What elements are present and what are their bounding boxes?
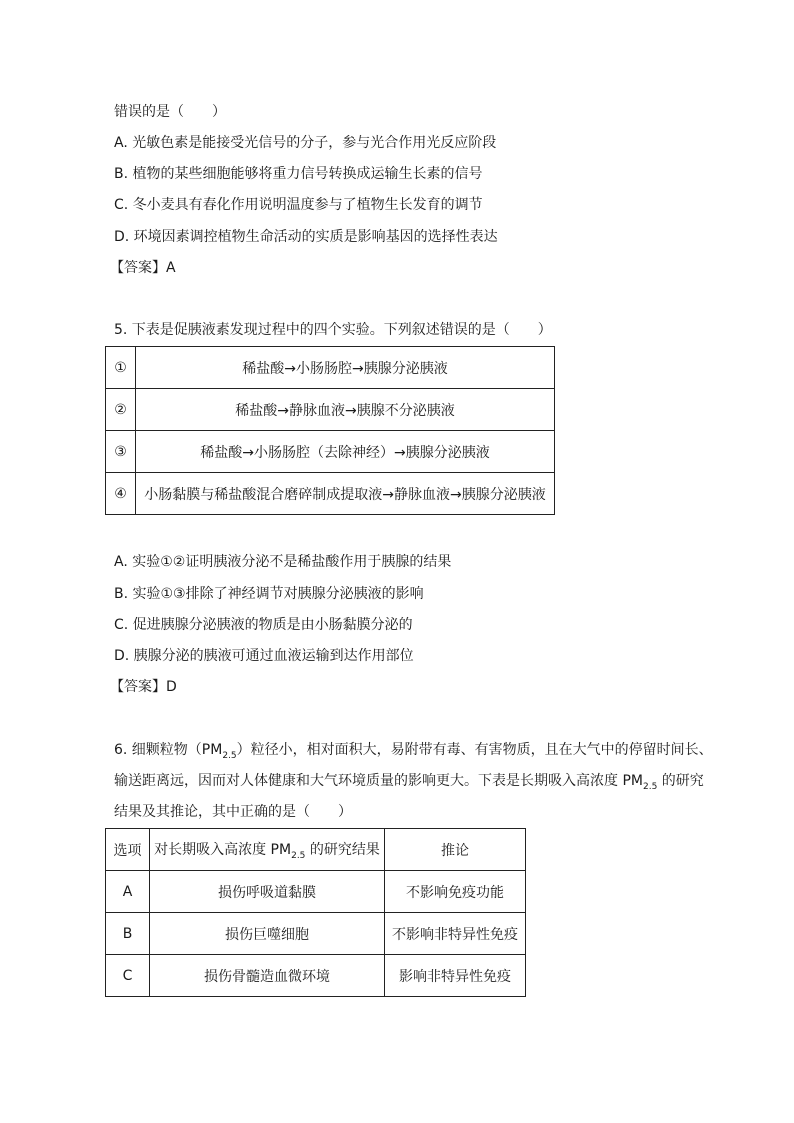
text-span: ）粒径小，相对面积大，易附带有毒、有害物质，且在大气中的停留时间长、 [236,742,713,758]
q5-experiment-table [105,346,555,515]
text-span: 输送距离远，因而对人体健康和大气环境质量的影响更大。下表是长期吸入高浓度 PM [114,773,643,789]
table-row [106,913,526,955]
q4-stem-tail: 错误的是（ ） [114,104,226,120]
q5-answer [110,677,177,697]
q6-stem-line-1 [114,740,713,766]
text-span: 的研究结果 [305,841,380,858]
row-inference: 不影响免疫功能 [385,871,526,913]
q4-option-c: C. 冬小麦具有春化作用说明温度参与了植物生长发育的调节 [114,197,483,213]
row-option: A [106,871,150,913]
experiment-description: 稀盐酸→小肠肠腔（去除神经）→胰腺分泌胰液 [136,431,555,473]
subscript: 2.5 [291,850,306,861]
text-span: 6. 细颗粒物（PM [114,742,223,758]
answer-value: D [166,679,177,695]
experiment-number: ② [106,389,136,431]
q6-stem-line-2 [114,771,704,797]
experiment-description: 小肠黏膜与稀盐酸混合磨碎制成提取液→静脉血液→胰腺分泌胰液 [136,473,555,515]
table-row [106,389,555,431]
table-row [106,431,555,473]
text-span: 的研究 [657,773,704,789]
q5-option-a: A. 实验①②证明胰液分泌不是稀盐酸作用于胰腺的结果 [114,554,452,570]
row-result: 损伤巨噬细胞 [150,913,385,955]
q4-option-d: D. 环境因素调控植物生命活动的实质是影响基因的选择性表达 [114,229,498,245]
q4-answer [110,258,176,278]
answer-value: A [166,260,176,276]
row-result: 损伤骨髓造血微环境 [150,955,385,997]
q5-stem: 5. 下表是促胰液素发现过程中的四个实验。下列叙述错误的是（ ） [114,322,552,338]
q5-option-b: B. 实验①③排除了神经调节对胰腺分泌胰液的影响 [114,586,424,602]
row-option: C [106,955,150,997]
row-inference: 不影响非特异性免疫 [385,913,526,955]
table-row [106,347,555,389]
experiment-number: ① [106,347,136,389]
header-result [150,829,385,871]
experiment-description: 稀盐酸→静脉血液→胰腺不分泌胰液 [136,389,555,431]
q5-option-c: C. 促进胰腺分泌胰液的物质是由小肠黏膜分泌的 [114,617,413,633]
q5-option-d: D. 胰腺分泌的胰液可通过血液运输到达作用部位 [114,648,414,664]
table-header-row [106,829,526,871]
answer-label: 【答案】 [110,679,166,695]
q4-option-b: B. 植物的某些细胞能够将重力信号转换成运输生长素的信号 [114,166,483,182]
experiment-number: ③ [106,431,136,473]
row-result: 损伤呼吸道黏膜 [150,871,385,913]
answer-label: 【答案】 [110,260,166,276]
q4-option-a: A. 光敏色素是能接受光信号的分子，参与光合作用光反应阶段 [114,135,497,151]
subscript: 2.5 [642,781,658,792]
header-option: 选项 [106,829,150,871]
experiment-number: ④ [106,473,136,515]
text-span: 对长期吸入高浓度 PM [154,841,292,858]
experiment-description: 稀盐酸→小肠肠腔→胰腺分泌胰液 [136,347,555,389]
subscript: 2.5 [222,750,237,761]
q6-stem-line-3: 结果及其推论，其中正确的是（ ） [114,804,352,820]
header-inference: 推论 [385,829,526,871]
q6-result-table [105,828,526,997]
row-inference: 影响非特异性免疫 [385,955,526,997]
row-option: B [106,913,150,955]
table-row [106,871,526,913]
table-row [106,955,526,997]
table-row [106,473,555,515]
